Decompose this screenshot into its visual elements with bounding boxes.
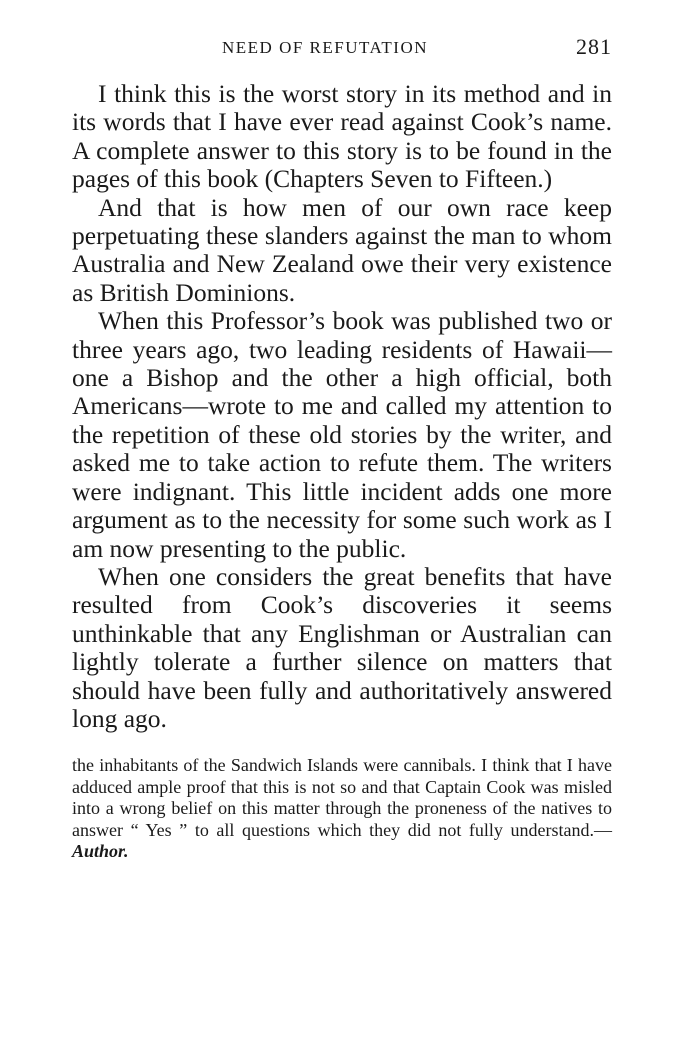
running-title: NEED OF REFUTATION — [222, 38, 429, 57]
paragraph-3: When this Professor’s book was published two or three years ago, two leading residents of Hawaii—one a Bishop and the other a high official, both Americans—wrote to me and called my attention to the repetition of these old stories by the writer, and asked me to take action to refute them. The writers were indignant. This little incident adds one more argument as to the necessity for some such work as I am now presenting to the public. — [72, 306, 612, 563]
body-text — [72, 80, 612, 733]
running-head — [72, 34, 612, 64]
footnote-body: the inhabitants of the Sandwich Islands were cannibals. I think that I have adduced ample proof that this is not so and that Captain Cook was misled into a wrong belief on this matter through the proneness of the natives to answer “ Yes ” to all questions which they did not fully understand.— — [72, 755, 612, 840]
footnote-text — [72, 755, 612, 863]
paragraph-2: And that is how men of our own race keep perpetuating these slanders against the man to whom Australia and New Zealand owe their very existence as British Dominions. — [72, 192, 612, 307]
footnote-author: Author. — [72, 841, 129, 862]
paragraph-1: I think this is the worst story in its method and in its words that I have ever read against Cook’s name. A complete answer to this story is to be found in the pages of this book (Chapters Seven to Fifteen.) — [72, 79, 612, 194]
paragraph-4: When one considers the great benefits that have resulted from Cook’s discoveries it seems unthinkable that any Englishman or Australian can lightly tolerate a further silence on matters that should have been fully and authoritatively answered long ago. — [72, 561, 612, 733]
book-page — [72, 34, 612, 863]
footnote — [72, 755, 612, 863]
page-number: 281 — [576, 34, 612, 59]
